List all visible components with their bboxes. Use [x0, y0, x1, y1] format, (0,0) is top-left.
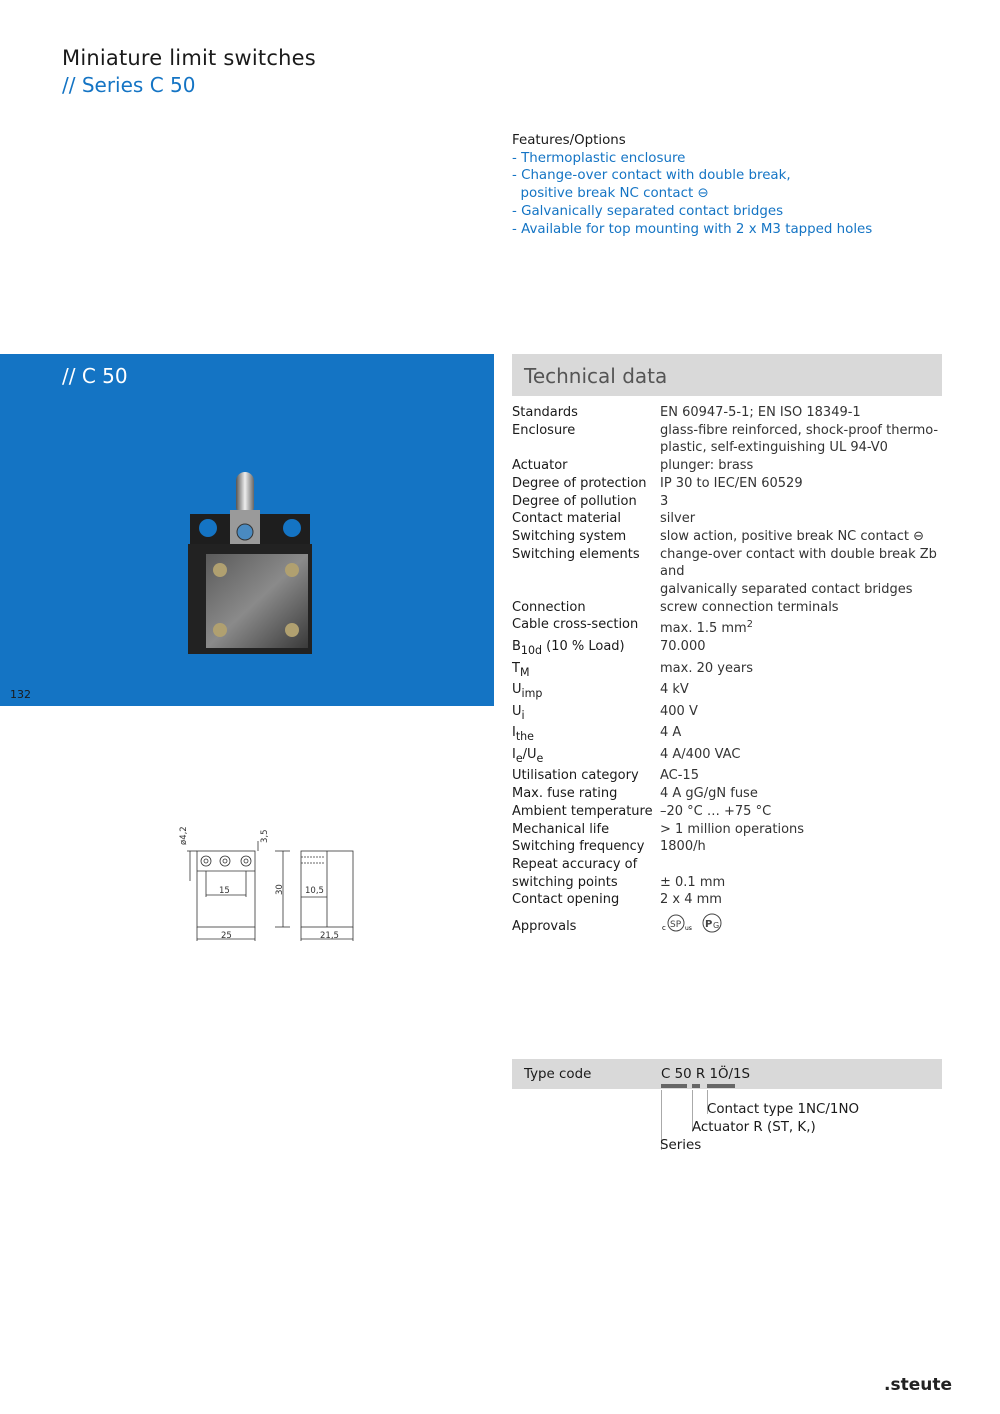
- tm-sub: M: [519, 665, 530, 679]
- spec-key: Utilisation category: [512, 768, 639, 784]
- spec-value: 3: [660, 493, 669, 509]
- technical-data-title: Technical data: [524, 364, 668, 388]
- spec-value: 2 x 4 mm: [660, 892, 722, 908]
- type-code-contact: Contact type 1NC/1NO: [707, 1102, 859, 1117]
- table-row: [512, 909, 950, 941]
- spec-value: 4 kV: [660, 682, 689, 698]
- ithe-main: I: [512, 725, 516, 741]
- dim-label: ø4,2: [179, 826, 189, 845]
- spec-key: Standards: [512, 405, 578, 420]
- ie-sub2: e: [536, 751, 544, 765]
- ie-main: I: [512, 746, 516, 762]
- table-row: [512, 785, 950, 803]
- spec-key: Ambient temperature: [512, 803, 653, 819]
- spec-key: [512, 660, 660, 682]
- spec-value: galvanically separated contact bridges: [660, 582, 913, 598]
- type-code-actuator: Actuator R (ST, K,): [692, 1120, 816, 1135]
- spec-key: [512, 746, 660, 768]
- table-row: [512, 475, 950, 493]
- dim-label: 25: [221, 931, 232, 941]
- spec-key: Actuator: [512, 458, 568, 474]
- spec-value: AC-15: [660, 768, 699, 784]
- spec-key: [512, 581, 660, 599]
- spec-key: Switching frequency: [512, 839, 645, 855]
- spec-key: [512, 638, 660, 660]
- spec-value: 4 A: [660, 725, 682, 741]
- pg-g-mark: G: [713, 921, 720, 931]
- spec-key: Cable cross-section: [512, 617, 639, 633]
- table-row: [512, 724, 950, 746]
- table-row: [512, 891, 950, 909]
- table-row: [512, 767, 950, 785]
- table-row: [512, 493, 950, 511]
- spec-value: max. 20 years: [660, 660, 754, 676]
- spec-key: Max. fuse rating: [512, 786, 618, 802]
- table-row: [512, 821, 950, 839]
- table-row: [512, 616, 950, 638]
- type-code-label: Type code: [524, 1067, 592, 1082]
- cable-value: max. 1.5 mm: [660, 621, 747, 637]
- features-list: [512, 132, 872, 238]
- spec-value: change-over contact with double break Zb and: [660, 546, 937, 580]
- type-code-value: C 50 R 1Ö/1S: [661, 1067, 751, 1082]
- approval-logos-icon: [660, 913, 740, 935]
- table-row: [512, 581, 950, 599]
- pg-p-mark: P: [705, 919, 713, 931]
- table-row: [512, 422, 950, 440]
- feature-item: - Thermoplastic enclosure: [512, 150, 686, 166]
- feature-item: - Galvanically separated contact bridges: [512, 203, 784, 219]
- spec-value: –20 °C … +75 °C: [660, 803, 772, 819]
- spec-value: plastic, self-extinguishing UL 94-V0: [660, 440, 888, 456]
- dim-label: 15: [219, 886, 230, 896]
- table-row: [512, 703, 950, 725]
- feature-item: positive break NC contact ⊖: [512, 186, 709, 202]
- ie-mid: /U: [522, 746, 537, 762]
- spec-key: Enclosure: [512, 422, 576, 438]
- table-row: [512, 746, 950, 768]
- table-row: [512, 546, 950, 581]
- table-row: [512, 681, 950, 703]
- spec-key: switching points: [512, 874, 618, 890]
- dim-label: 3,5: [260, 829, 270, 843]
- spec-value: EN 60947-5-1; EN ISO 18349-1: [660, 405, 861, 420]
- table-row: [512, 803, 950, 821]
- spec-key: [512, 681, 660, 703]
- cable-sup: 2: [746, 619, 753, 631]
- spec-value: slow action, positive break NC contact ⊖: [660, 528, 925, 544]
- table-row: [512, 457, 950, 475]
- dimension-drawing: [170, 815, 370, 950]
- page-title: Miniature limit switches: [62, 46, 316, 70]
- spec-value: plunger: brass: [660, 458, 754, 474]
- spec-key: Switching elements: [512, 546, 640, 562]
- ithe-sub: the: [515, 730, 534, 744]
- csa-sp-mark: SP: [670, 920, 682, 931]
- table-row: [512, 856, 950, 874]
- dim-label: 30: [275, 884, 285, 895]
- ui-sub: i: [521, 708, 525, 722]
- page-number: 132: [10, 688, 31, 701]
- spec-key: [512, 724, 660, 746]
- feature-item: - Available for top mounting with 2 x M3 tapped holes: [512, 221, 873, 237]
- spec-key: Connection: [512, 599, 586, 615]
- spec-value: 400 V: [660, 703, 698, 719]
- uimp-main: U: [512, 682, 522, 698]
- uimp-sub: imp: [521, 687, 543, 700]
- b10d-sub: 10d: [520, 643, 542, 657]
- spec-value: 4 A gG/gN fuse: [660, 786, 758, 802]
- spec-key: Switching system: [512, 528, 627, 544]
- spec-key: [512, 439, 660, 457]
- b10d-rest: (10 % Load): [542, 639, 625, 655]
- product-photo: [180, 470, 320, 660]
- type-code-series: Series: [660, 1138, 702, 1153]
- spec-key: Approvals: [512, 919, 577, 935]
- type-code-underline: [707, 1084, 735, 1088]
- spec-value: 4 A/400 VAC: [660, 746, 741, 762]
- spec-key: [512, 703, 660, 725]
- type-code-underline: [692, 1084, 700, 1088]
- table-row: [512, 638, 950, 660]
- spec-key: Mechanical life: [512, 821, 610, 837]
- product-label: // C 50: [62, 364, 128, 388]
- spec-key: Contact opening: [512, 892, 620, 908]
- table-row: [512, 404, 950, 422]
- ie-sub: e: [515, 751, 523, 765]
- csa-us-mark: us: [685, 925, 692, 933]
- spec-key: Repeat accuracy of: [512, 856, 638, 872]
- table-row: [512, 510, 950, 528]
- tm-main: T: [512, 660, 520, 676]
- brand-logo: .steute: [884, 1375, 952, 1395]
- page-subtitle: // Series C 50: [62, 73, 196, 97]
- spec-value: 1800/h: [660, 839, 706, 855]
- approvals-marks: [660, 909, 950, 941]
- spec-key: Degree of protection: [512, 475, 647, 491]
- spec-value: silver: [660, 511, 696, 527]
- table-row: [512, 528, 950, 546]
- feature-item: - Change-over contact with double break,: [512, 168, 791, 184]
- spec-value: screw connection terminals: [660, 599, 839, 615]
- spec-key: Contact material: [512, 511, 621, 527]
- dim-label: 21,5: [320, 931, 339, 941]
- spec-value: [660, 616, 950, 638]
- spec-value: ± 0.1 mm: [660, 874, 726, 890]
- features-heading: Features/Options: [512, 133, 626, 148]
- spec-value: [660, 856, 950, 874]
- technical-data-table: [512, 404, 950, 941]
- spec-key: Degree of pollution: [512, 493, 637, 509]
- ui-main: U: [512, 703, 522, 719]
- table-row: [512, 439, 950, 457]
- csa-c-mark: c: [662, 924, 666, 933]
- table-row: [512, 838, 950, 856]
- spec-value: IP 30 to IEC/EN 60529: [660, 475, 803, 491]
- b10d-main: B: [512, 639, 521, 655]
- dim-label: 10,5: [305, 886, 324, 896]
- table-row: [512, 660, 950, 682]
- spec-value: glass-fibre reinforced, shock-proof thermo-: [660, 422, 939, 438]
- spec-value: > 1 million operations: [660, 821, 805, 837]
- table-row: [512, 599, 950, 617]
- spec-value: 70.000: [660, 639, 706, 655]
- table-row: [512, 874, 950, 892]
- type-code-underline: [661, 1084, 687, 1088]
